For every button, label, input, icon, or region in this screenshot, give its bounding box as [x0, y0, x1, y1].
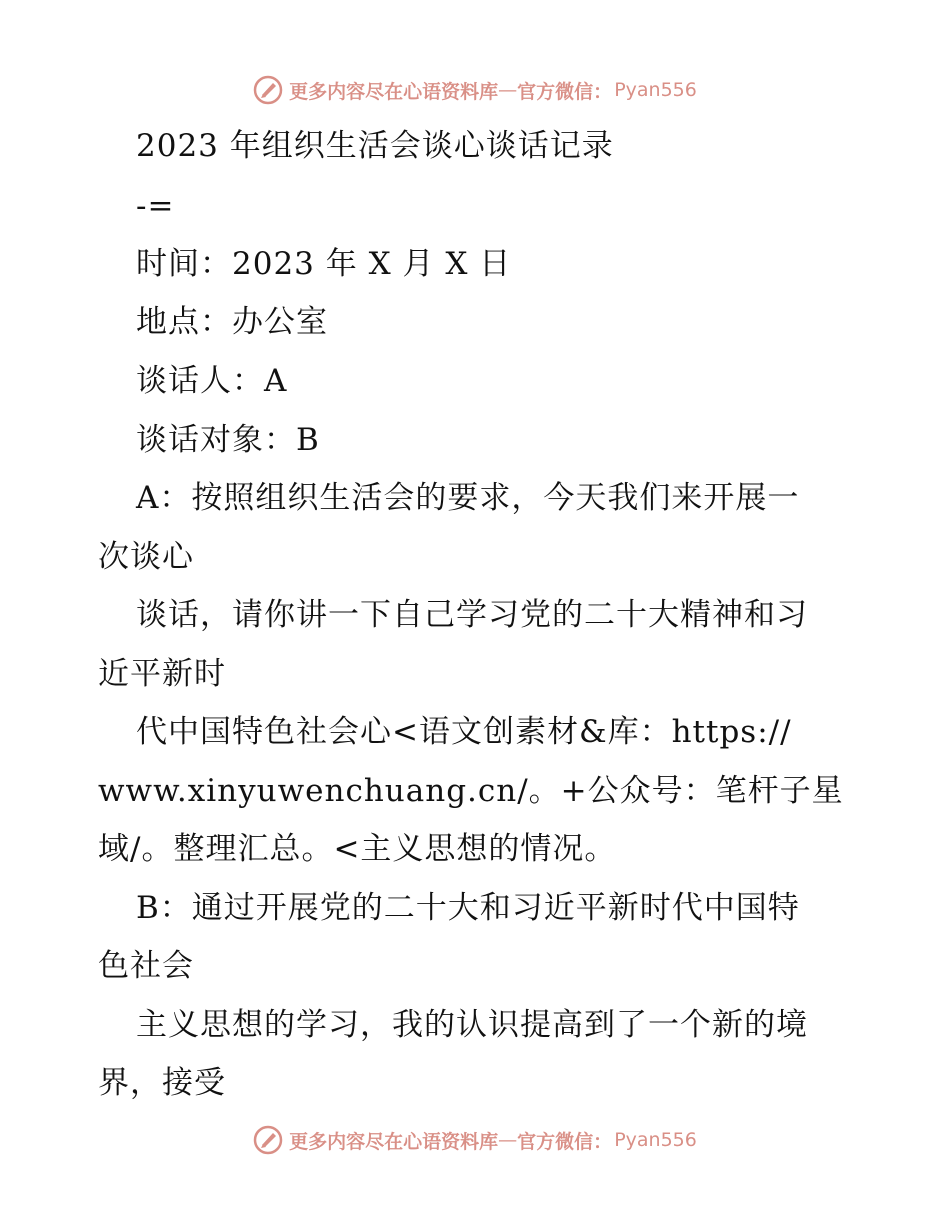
paragraph-line: 次谈心 [98, 539, 194, 575]
paragraph-line: 近平新时 [98, 656, 226, 692]
watermark-wechat-id: Pyan556 [614, 79, 697, 101]
paragraph-line: 色社会 [98, 948, 194, 984]
interviewer: 谈话人：A [136, 363, 288, 399]
paragraph-line: 界，接受 [98, 1065, 226, 1101]
footer-watermark [0, 1120, 950, 1160]
watermark-separator: — [498, 1129, 518, 1151]
paragraph-line: 域/。整理汇总。<主义思想的情况。 [98, 831, 617, 867]
meeting-time: 时间：2023 年 X 月 X 日 [136, 246, 512, 282]
paragraph-line: B：通过开展党的二十大和习近平新时代中国特 [136, 890, 800, 926]
document-title: 2023 年组织生活会谈心谈话记录 [136, 128, 614, 164]
paragraph-line: 谈话，请你讲一下自己学习党的二十大精神和习 [136, 597, 808, 633]
watermark-wechat-id: Pyan556 [614, 1129, 697, 1151]
watermark-channel-text: 官方微信： [517, 80, 613, 103]
paragraph-line: 主义思想的学习，我的认识提高到了一个新的境 [136, 1007, 808, 1043]
interviewee: 谈话对象：B [136, 422, 320, 458]
header-watermark [0, 70, 950, 110]
document-marker: -= [136, 188, 175, 224]
watermark-brand-text: 更多内容尽在心语资料库 [289, 80, 499, 103]
watermark-channel-text: 官方微信： [517, 1130, 613, 1153]
watermark-separator: — [498, 79, 518, 101]
brand-logo-icon [253, 75, 283, 105]
meeting-location: 地点：办公室 [136, 304, 328, 340]
paragraph-line: www.xinyuwenchuang.cn/。+公众号：笔杆子星 [98, 773, 844, 809]
brand-logo-icon [253, 1125, 283, 1155]
watermark-brand-text: 更多内容尽在心语资料库 [289, 1130, 499, 1153]
paragraph-line: A：按照组织生活会的要求，今天我们来开展一 [136, 480, 800, 516]
paragraph-line: 代中国特色社会心<语文创素材&库：https:// [136, 714, 792, 750]
